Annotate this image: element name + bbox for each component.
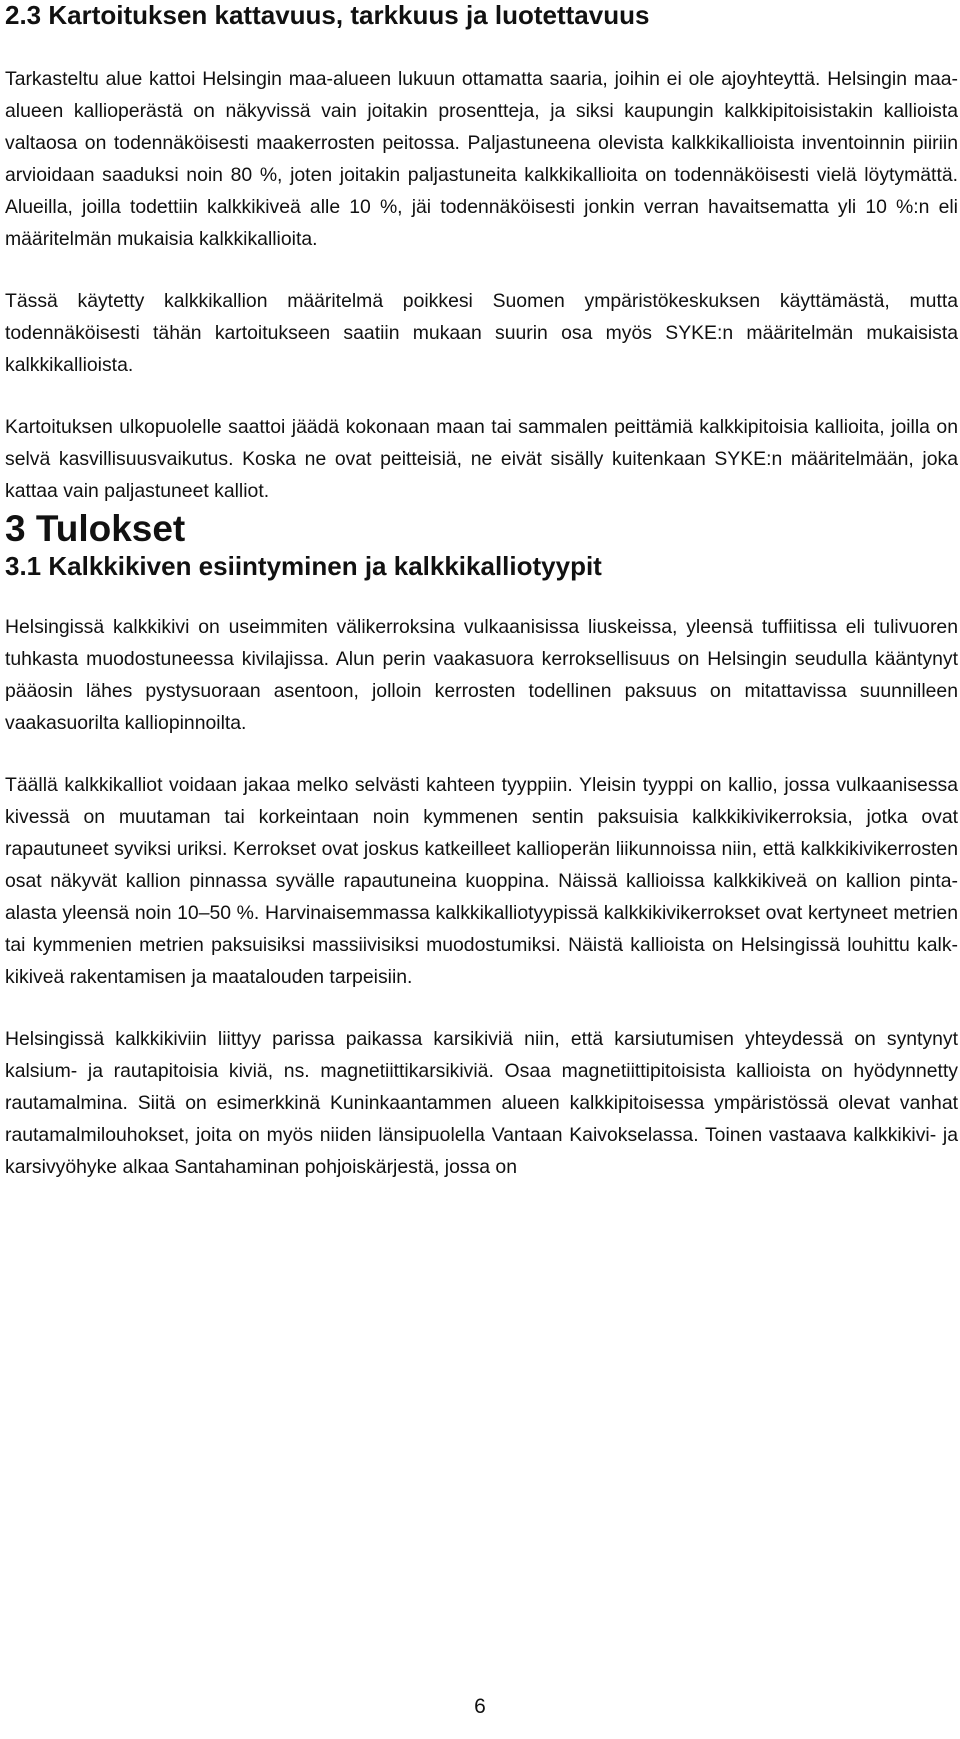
chapter-heading-3: 3 Tulokset <box>5 508 186 549</box>
page-content <box>5 0 958 1183</box>
section-heading-3-1: 3.1 Kalkkikiven esiintyminen ja kalkkikalliotyypit <box>5 551 602 581</box>
paragraph-3-1-3: Helsingissä kalkkikiviin liittyy parissa paikassa karsikiviä niin, että karsiutumisen yhteydessä on syntynyt kalsium- ja rautapitoisia kiviä, ns. magnetiittikarsikiviä. Osaa magnetiittipitoisista kallioista on hyödynnetty rautamalmina. Siitä on esimerkkinä Kuninkaantammen alueen kalkkipitoisessa ympäristössä olevat vanhat rautamalmilouhokset, joita on myös niiden länsipuolella Vantaan Kaivokselassa. Toinen vastaava kalkkikivi- ja karsivyöhyke alkaa Santahaminan pohjoiskärjestä, jossa on <box>5 1028 958 1178</box>
paragraph-3-1-1: Helsingissä kalkkikivi on useimmiten välikerroksina vulkaanisissa liuskeissa, yleensä tuffiitissa eli tulivuoren tuhkasta muodostuneessa kivilajissa. Alun perin vaakasuora kerroksellisuus on Helsingin seudulla kääntynyt pääosin lähes pystysuoraan asentoon, jolloin kerrosten todellinen paksuus on mitattavissa suunnilleen vaakasuorilta kalliopinnoilta. <box>5 616 958 734</box>
section-heading-2-3: 2.3 Kartoituksen kattavuus, tarkkuus ja luotettavuus <box>5 0 650 30</box>
paragraph-2-3-1: Tarkasteltu alue kattoi Helsingin maa-alueen lukuun ottamatta saaria, joihin ei ole ajoyhteyttä. Helsingin maa-alueen kallioperästä on näkyvissä vain joitakin prosentteja, ja siksi kaupungin kalkkipitoisistakin kallioista valtaosa on todennäköisesti maakerrosten peitossa. Paljastuneena olevista kalkkikallioista inventoinnin piiriin arvioidaan saaduksi noin 80 %, joten joitakin paljastuneita kalkkikallioita on todennäköisesti vielä löytymättä. Alueilla, joilla todettiin kalkkikiveä alle 10 %, jäi todennäköisesti jonkin verran havaitsematta yli 10 %:n eli määritelmän mukaisia kalkkikallioita. <box>5 68 958 250</box>
paragraph-3-1-2: Täällä kalkkikalliot voidaan jakaa melko selvästi kahteen tyyppiin. Yleisin tyyppi on kallio, jossa vulkaanisessa kivessä on muutaman tai korkeintaan noin kymmenen sentin paksuisia kalkkikivikerroksia, jotka ovat rapautuneet syviksi uriksi. Kerrokset ovat joskus katkeilleet kallioperän liikunnoissa niin, että kalkkikivikerrosten osat näkyvät kallion pinnassa syvälle rapautuneina kuoppina. Näissä kallioissa kalkkikiveä on kallion pinta-alasta yleensä noin 10–50 %. Harvinaisemmassa kalkkikalliotyypissä kalkkikivikerrokset ovat kertyneet metrien tai kymmenien metrien paksuisiksi massiivisiksi muodostumiksi. Näistä kallioista on Helsingissä louhittu kalkkikiveä rakentamisen ja maatalouden tarpeisiin. <box>5 774 958 988</box>
paragraph-2-3-2: Tässä käytetty kalkkikallion määritelmä poikkesi Suomen ympäristökeskuksen käyttämästä, mutta todennäköisesti tähän kartoitukseen saatiin mukaan suurin osa myös SYKE:n määritelmän mukaisista kalkkikallioista. <box>5 290 958 376</box>
paragraph-2-3-3: Kartoituksen ulkopuolelle saattoi jäädä kokonaan maan tai sammalen peittämiä kalkkipitoisia kallioita, joilla on selvä kasvillisuusvaikutus. Koska ne ovat peitteisiä, ne eivät sisälly kuitenkaan SYKE:n määritelmään, joka kattaa vain paljastuneet kalliot. <box>5 416 958 502</box>
page-number: 6 <box>474 1695 486 1718</box>
